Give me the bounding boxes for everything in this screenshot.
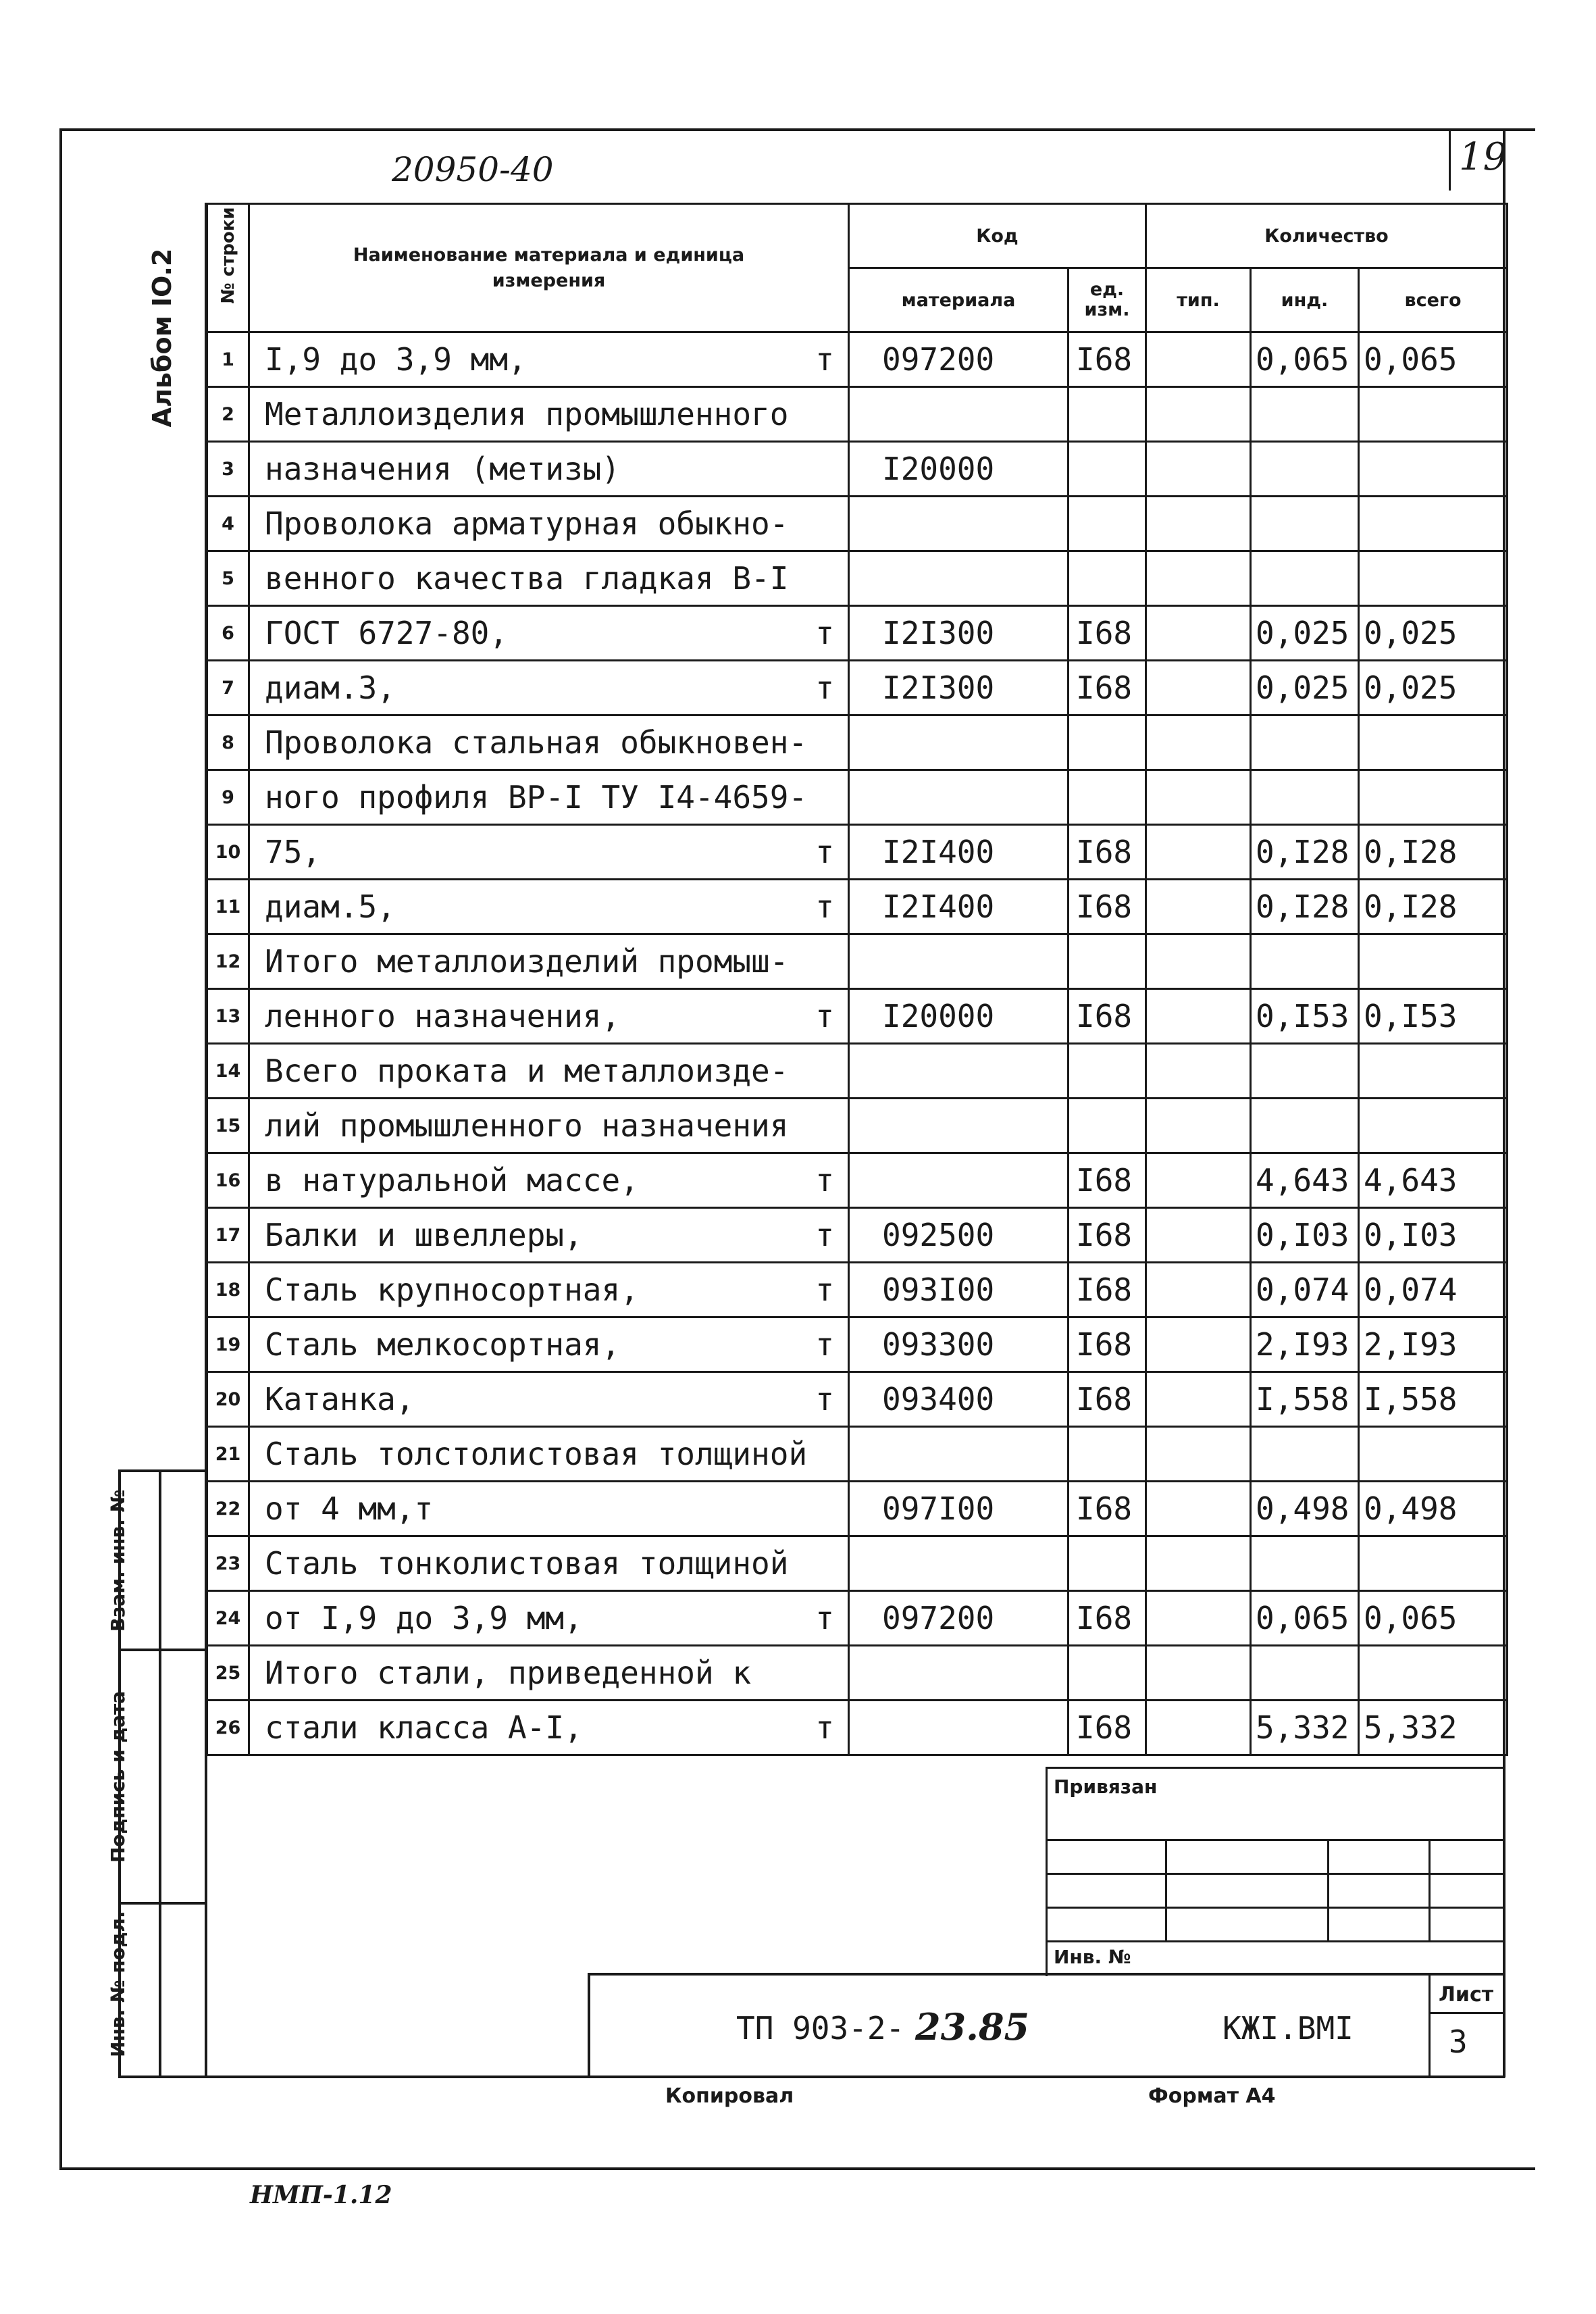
unit-symbol: т bbox=[815, 1217, 834, 1253]
row-number: 3 bbox=[207, 442, 249, 497]
qty-total: 4,643 bbox=[1359, 1153, 1508, 1208]
unit-code: I68 bbox=[1069, 661, 1146, 715]
row-number: 20 bbox=[207, 1372, 249, 1427]
qty-ind bbox=[1251, 1044, 1359, 1099]
unit-code bbox=[1069, 442, 1146, 497]
material-name: Сталь тонколистовая толщиной bbox=[265, 1545, 789, 1582]
unit-code bbox=[1069, 551, 1146, 606]
material-name-cell bbox=[249, 825, 849, 880]
material-name-cell bbox=[249, 442, 849, 497]
row-number: 5 bbox=[207, 551, 249, 606]
qty-typ bbox=[1146, 551, 1251, 606]
table-row bbox=[207, 1099, 1508, 1153]
qty-total: 0,I53 bbox=[1359, 989, 1508, 1044]
qty-ind: 4,643 bbox=[1251, 1153, 1359, 1208]
qty-ind: 0,025 bbox=[1251, 661, 1359, 715]
material-name-cell bbox=[249, 387, 849, 442]
material-name-cell bbox=[249, 1099, 849, 1153]
header-code-unit: ед. изм. bbox=[1069, 268, 1146, 332]
qty-total bbox=[1359, 715, 1508, 770]
table-row bbox=[207, 1701, 1508, 1755]
material-name-cell bbox=[249, 1646, 849, 1701]
qty-typ bbox=[1146, 1263, 1251, 1317]
table-row bbox=[207, 1482, 1508, 1536]
qty-typ bbox=[1146, 825, 1251, 880]
header-qty-typ: тип. bbox=[1146, 268, 1251, 332]
material-code: I2I300 bbox=[849, 606, 1069, 661]
material-code: I2I300 bbox=[849, 661, 1069, 715]
material-name-cell bbox=[249, 1044, 849, 1099]
material-name: Проволока стальная обыкновен- bbox=[265, 724, 808, 761]
row-number: 12 bbox=[207, 934, 249, 989]
qty-ind: 0,025 bbox=[1251, 606, 1359, 661]
stamp-grid-v3 bbox=[1428, 1839, 1431, 1942]
unit-code bbox=[1069, 1427, 1146, 1482]
material-code: 097200 bbox=[849, 332, 1069, 387]
sheet-box-left bbox=[1449, 128, 1451, 191]
qty-total bbox=[1359, 1427, 1508, 1482]
unit-code: I68 bbox=[1069, 332, 1146, 387]
material-code bbox=[849, 934, 1069, 989]
material-name: ГОСТ 6727-80, bbox=[265, 615, 509, 651]
material-name-cell bbox=[249, 497, 849, 551]
doc-code-handwritten: 23.85 bbox=[915, 2005, 1030, 2048]
qty-ind: 0,074 bbox=[1251, 1263, 1359, 1317]
header-qty-total: всего bbox=[1359, 268, 1508, 332]
sheet-label: Лист bbox=[1439, 1983, 1494, 2007]
material-name: диам.3, bbox=[265, 670, 396, 706]
table-row bbox=[207, 1317, 1508, 1372]
titleblock-sheet-left bbox=[1428, 1973, 1431, 2078]
material-code: 093300 bbox=[849, 1317, 1069, 1372]
unit-code bbox=[1069, 1099, 1146, 1153]
material-name: I,9 до 3,9 мм, bbox=[265, 341, 527, 378]
stamp-grid-h1 bbox=[1046, 1839, 1505, 1841]
row-number: 9 bbox=[207, 770, 249, 825]
table-row bbox=[207, 825, 1508, 880]
material-name: лий промышленного назначения bbox=[265, 1107, 789, 1144]
qty-total: 2,I93 bbox=[1359, 1317, 1508, 1372]
titleblock-top bbox=[588, 1973, 1505, 1976]
material-code bbox=[849, 1646, 1069, 1701]
qty-ind: I,558 bbox=[1251, 1372, 1359, 1427]
qty-ind: 5,332 bbox=[1251, 1701, 1359, 1755]
material-code bbox=[849, 1099, 1069, 1153]
qty-typ bbox=[1146, 1482, 1251, 1536]
row-number: 10 bbox=[207, 825, 249, 880]
material-code bbox=[849, 1701, 1069, 1755]
table-row bbox=[207, 1208, 1508, 1263]
stamp-left bbox=[1046, 1767, 1048, 1976]
row-number: 1 bbox=[207, 332, 249, 387]
qty-typ bbox=[1146, 715, 1251, 770]
footer-copied: Копировал bbox=[665, 2084, 794, 2108]
footer-format: Формат А4 bbox=[1148, 2084, 1276, 2108]
qty-ind bbox=[1251, 387, 1359, 442]
material-code bbox=[849, 387, 1069, 442]
qty-ind bbox=[1251, 551, 1359, 606]
footer-stamp-code: НМП-1.12 bbox=[250, 2181, 392, 2209]
qty-typ bbox=[1146, 1044, 1251, 1099]
material-name: от I,9 до 3,9 мм, bbox=[265, 1600, 583, 1636]
material-code bbox=[849, 1153, 1069, 1208]
material-name: Сталь толстолистовая толщиной bbox=[265, 1436, 808, 1472]
qty-total bbox=[1359, 934, 1508, 989]
qty-total bbox=[1359, 497, 1508, 551]
unit-code: I68 bbox=[1069, 1482, 1146, 1536]
qty-typ bbox=[1146, 497, 1251, 551]
row-number: 11 bbox=[207, 880, 249, 934]
table-row bbox=[207, 770, 1508, 825]
table-row bbox=[207, 661, 1508, 715]
unit-symbol: т bbox=[815, 615, 834, 651]
material-code: 097200 bbox=[849, 1591, 1069, 1646]
qty-ind: 0,I28 bbox=[1251, 825, 1359, 880]
qty-ind bbox=[1251, 497, 1359, 551]
material-name: венного качества гладкая В-I bbox=[265, 560, 789, 597]
row-number: 21 bbox=[207, 1427, 249, 1482]
unit-code: I68 bbox=[1069, 1701, 1146, 1755]
material-spec-table bbox=[206, 203, 1508, 1756]
margin-vzam-label: Взам. инв. № bbox=[107, 1489, 129, 1632]
stamp-grid-h4 bbox=[1046, 1940, 1505, 1942]
material-name: Итого металлоизделий промыш- bbox=[265, 943, 789, 980]
qty-ind bbox=[1251, 1099, 1359, 1153]
table-row bbox=[207, 1427, 1508, 1482]
unit-code: I68 bbox=[1069, 825, 1146, 880]
header-row-no: № строки bbox=[207, 204, 249, 332]
doc-mark: КЖI.ВМI bbox=[1222, 2010, 1354, 2046]
titleblock-left bbox=[588, 1973, 590, 2078]
material-name: назначения (метизы) bbox=[265, 451, 621, 487]
unit-code: I68 bbox=[1069, 606, 1146, 661]
table-row bbox=[207, 497, 1508, 551]
material-name: стали класса А-I, bbox=[265, 1709, 583, 1746]
material-code: 093I00 bbox=[849, 1263, 1069, 1317]
unit-code: I68 bbox=[1069, 1263, 1146, 1317]
material-name-cell bbox=[249, 1701, 849, 1755]
unit-symbol: т bbox=[815, 670, 834, 706]
row-number: 25 bbox=[207, 1646, 249, 1701]
table-row bbox=[207, 1536, 1508, 1591]
material-name: Сталь крупносортная, bbox=[265, 1272, 639, 1308]
table-row bbox=[207, 715, 1508, 770]
qty-ind bbox=[1251, 715, 1359, 770]
stamp-grid-h2 bbox=[1046, 1873, 1505, 1875]
qty-typ bbox=[1146, 1701, 1251, 1755]
qty-ind bbox=[1251, 442, 1359, 497]
unit-symbol: т bbox=[815, 1709, 834, 1746]
qty-typ bbox=[1146, 1536, 1251, 1591]
material-code bbox=[849, 715, 1069, 770]
margin-podpis-label: Подпись и дата bbox=[107, 1690, 129, 1863]
album-label: Альбом IO.2 bbox=[147, 248, 177, 428]
table-row bbox=[207, 934, 1508, 989]
row-number: 16 bbox=[207, 1153, 249, 1208]
qty-total bbox=[1359, 387, 1508, 442]
qty-total bbox=[1359, 770, 1508, 825]
qty-ind: 0,I28 bbox=[1251, 880, 1359, 934]
stamp-grid-h3 bbox=[1046, 1907, 1505, 1909]
unit-code bbox=[1069, 497, 1146, 551]
qty-ind: 0,498 bbox=[1251, 1482, 1359, 1536]
header-qty-group: Количество bbox=[1146, 204, 1508, 268]
qty-typ bbox=[1146, 1099, 1251, 1153]
material-name-cell bbox=[249, 1263, 849, 1317]
qty-typ bbox=[1146, 1372, 1251, 1427]
qty-ind: 0,065 bbox=[1251, 332, 1359, 387]
row-number: 2 bbox=[207, 387, 249, 442]
qty-ind bbox=[1251, 770, 1359, 825]
qty-total: 0,025 bbox=[1359, 606, 1508, 661]
table-row bbox=[207, 989, 1508, 1044]
qty-ind: 0,I53 bbox=[1251, 989, 1359, 1044]
doc-reference: 20950-40 bbox=[392, 150, 554, 189]
qty-total bbox=[1359, 1099, 1508, 1153]
unit-code: I68 bbox=[1069, 1317, 1146, 1372]
material-code bbox=[849, 1536, 1069, 1591]
qty-total bbox=[1359, 1044, 1508, 1099]
qty-total: 0,025 bbox=[1359, 661, 1508, 715]
unit-code bbox=[1069, 1646, 1146, 1701]
table-row bbox=[207, 442, 1508, 497]
stamp-grid-v1 bbox=[1165, 1839, 1167, 1942]
material-name: Балки и швеллеры, bbox=[265, 1217, 583, 1253]
row-number: 14 bbox=[207, 1044, 249, 1099]
material-name: ного профиля ВР-I ТУ I4-4659- bbox=[265, 779, 808, 815]
qty-typ bbox=[1146, 880, 1251, 934]
inv-no-label: Инв. № bbox=[1054, 1946, 1131, 1968]
material-name: от 4 мм,т bbox=[265, 1490, 434, 1527]
material-name-cell bbox=[249, 1317, 849, 1372]
material-code bbox=[849, 770, 1069, 825]
table-row bbox=[207, 1372, 1508, 1427]
qty-typ bbox=[1146, 1153, 1251, 1208]
row-number: 18 bbox=[207, 1263, 249, 1317]
qty-typ bbox=[1146, 1317, 1251, 1372]
material-name: Итого стали, приведенной к bbox=[265, 1655, 752, 1691]
row-number: 17 bbox=[207, 1208, 249, 1263]
material-name: диам.5, bbox=[265, 888, 396, 925]
unit-code: I68 bbox=[1069, 1153, 1146, 1208]
titleblock-bottom bbox=[118, 2076, 1505, 2078]
qty-typ bbox=[1146, 1208, 1251, 1263]
unit-code: I68 bbox=[1069, 1372, 1146, 1427]
material-name: 75, bbox=[265, 834, 321, 870]
unit-code: I68 bbox=[1069, 1208, 1146, 1263]
margin-sep-2 bbox=[118, 1902, 206, 1905]
material-name: ленного назначения, bbox=[265, 998, 621, 1034]
material-code bbox=[849, 497, 1069, 551]
qty-total: 5,332 bbox=[1359, 1701, 1508, 1755]
qty-total bbox=[1359, 1536, 1508, 1591]
row-number: 15 bbox=[207, 1099, 249, 1153]
qty-total: 0,I28 bbox=[1359, 880, 1508, 934]
row-number: 19 bbox=[207, 1317, 249, 1372]
material-code bbox=[849, 551, 1069, 606]
unit-code bbox=[1069, 1044, 1146, 1099]
unit-code bbox=[1069, 770, 1146, 825]
material-name-cell bbox=[249, 1208, 849, 1263]
row-number: 8 bbox=[207, 715, 249, 770]
qty-ind: 0,065 bbox=[1251, 1591, 1359, 1646]
row-number: 7 bbox=[207, 661, 249, 715]
unit-symbol: т bbox=[815, 1381, 834, 1417]
table-row bbox=[207, 1646, 1508, 1701]
table-row bbox=[207, 1153, 1508, 1208]
material-name-cell bbox=[249, 1591, 849, 1646]
table-row bbox=[207, 1263, 1508, 1317]
qty-ind bbox=[1251, 1427, 1359, 1482]
header-name: Наименование материала и единица измерения bbox=[249, 204, 849, 332]
material-code bbox=[849, 1044, 1069, 1099]
material-code: 093400 bbox=[849, 1372, 1069, 1427]
qty-ind: 2,I93 bbox=[1251, 1317, 1359, 1372]
header-qty-ind: инд. bbox=[1251, 268, 1359, 332]
unit-symbol: т bbox=[815, 1162, 834, 1199]
qty-ind bbox=[1251, 1646, 1359, 1701]
material-name-cell bbox=[249, 1536, 849, 1591]
material-code: I20000 bbox=[849, 442, 1069, 497]
unit-symbol: т bbox=[815, 341, 834, 378]
qty-ind: 0,I03 bbox=[1251, 1208, 1359, 1263]
unit-code: I68 bbox=[1069, 880, 1146, 934]
material-name-cell bbox=[249, 1482, 849, 1536]
qty-typ bbox=[1146, 989, 1251, 1044]
qty-typ bbox=[1146, 606, 1251, 661]
row-number: 26 bbox=[207, 1701, 249, 1755]
table-row bbox=[207, 606, 1508, 661]
margin-inv-podl-label: Инв. № подл. bbox=[107, 1911, 129, 2057]
material-name: Проволока арматурная обыкно- bbox=[265, 505, 789, 542]
material-name: Всего проката и металлоизде- bbox=[265, 1053, 789, 1089]
row-number: 13 bbox=[207, 989, 249, 1044]
qty-typ bbox=[1146, 770, 1251, 825]
margin-box-top bbox=[118, 1469, 206, 1472]
stamp-top bbox=[1046, 1767, 1505, 1769]
qty-total bbox=[1359, 1646, 1508, 1701]
qty-typ bbox=[1146, 442, 1251, 497]
qty-ind bbox=[1251, 934, 1359, 989]
row-number: 4 bbox=[207, 497, 249, 551]
qty-ind bbox=[1251, 1536, 1359, 1591]
material-name-cell bbox=[249, 1372, 849, 1427]
qty-total: 0,I28 bbox=[1359, 825, 1508, 880]
unit-symbol: т bbox=[815, 1326, 834, 1363]
material-code: I2I400 bbox=[849, 880, 1069, 934]
row-number: 24 bbox=[207, 1591, 249, 1646]
material-name: в натуральной массе, bbox=[265, 1162, 639, 1199]
material-name-cell bbox=[249, 551, 849, 606]
doc-code-prefix: ТП 903-2- bbox=[736, 2010, 905, 2046]
unit-code: I68 bbox=[1069, 1591, 1146, 1646]
titleblock-sheet-sep bbox=[1428, 2012, 1505, 2014]
privyazan-label: Привязан bbox=[1054, 1776, 1158, 1798]
unit-code bbox=[1069, 387, 1146, 442]
table-row bbox=[207, 332, 1508, 387]
unit-symbol: т bbox=[815, 998, 834, 1034]
row-number: 6 bbox=[207, 606, 249, 661]
row-number: 22 bbox=[207, 1482, 249, 1536]
frame-bottom bbox=[59, 2167, 1535, 2170]
qty-total: 0,074 bbox=[1359, 1263, 1508, 1317]
material-code: I20000 bbox=[849, 989, 1069, 1044]
unit-code: I68 bbox=[1069, 989, 1146, 1044]
unit-symbol: т bbox=[815, 1600, 834, 1636]
material-name-cell bbox=[249, 1153, 849, 1208]
frame-top bbox=[59, 128, 1535, 131]
qty-total: 0,498 bbox=[1359, 1482, 1508, 1536]
material-name-cell bbox=[249, 661, 849, 715]
table-row bbox=[207, 1044, 1508, 1099]
header-code-group: Код bbox=[849, 204, 1146, 268]
material-code: I2I400 bbox=[849, 825, 1069, 880]
material-spec-body bbox=[207, 332, 1508, 1755]
qty-total bbox=[1359, 551, 1508, 606]
qty-typ bbox=[1146, 1427, 1251, 1482]
qty-total: 0,065 bbox=[1359, 1591, 1508, 1646]
material-code: 092500 bbox=[849, 1208, 1069, 1263]
stamp-grid-v2 bbox=[1327, 1839, 1329, 1942]
unit-symbol: т bbox=[815, 1272, 834, 1308]
table-row bbox=[207, 551, 1508, 606]
material-code: 097I00 bbox=[849, 1482, 1069, 1536]
sheet-number: 19 bbox=[1459, 135, 1508, 179]
material-name-cell bbox=[249, 770, 849, 825]
material-name-cell bbox=[249, 606, 849, 661]
qty-total: 0,I03 bbox=[1359, 1208, 1508, 1263]
table-row bbox=[207, 387, 1508, 442]
row-number: 23 bbox=[207, 1536, 249, 1591]
margin-sep-1 bbox=[118, 1649, 206, 1651]
material-name-cell bbox=[249, 989, 849, 1044]
material-name: Катанка, bbox=[265, 1381, 415, 1417]
material-name-cell bbox=[249, 934, 849, 989]
material-name-cell bbox=[249, 715, 849, 770]
unit-symbol: т bbox=[815, 834, 834, 870]
header-code-material: материала bbox=[849, 268, 1069, 332]
qty-typ bbox=[1146, 1591, 1251, 1646]
qty-typ bbox=[1146, 332, 1251, 387]
material-code bbox=[849, 1427, 1069, 1482]
unit-code bbox=[1069, 934, 1146, 989]
qty-typ bbox=[1146, 387, 1251, 442]
qty-typ bbox=[1146, 934, 1251, 989]
table-row bbox=[207, 880, 1508, 934]
material-name-cell bbox=[249, 332, 849, 387]
unit-symbol: т bbox=[815, 888, 834, 925]
table-row bbox=[207, 1591, 1508, 1646]
material-name-cell bbox=[249, 880, 849, 934]
material-name: Металлоизделия промышленного bbox=[265, 396, 789, 432]
material-name-cell bbox=[249, 1427, 849, 1482]
qty-total: I,558 bbox=[1359, 1372, 1508, 1427]
unit-code bbox=[1069, 715, 1146, 770]
qty-typ bbox=[1146, 1646, 1251, 1701]
unit-code bbox=[1069, 1536, 1146, 1591]
frame-left bbox=[59, 128, 62, 2169]
qty-typ bbox=[1146, 661, 1251, 715]
material-name: Сталь мелкосортная, bbox=[265, 1326, 621, 1363]
sheet-value: 3 bbox=[1449, 2023, 1468, 2060]
qty-total bbox=[1359, 442, 1508, 497]
margin-box-right bbox=[159, 1469, 161, 2078]
qty-total: 0,065 bbox=[1359, 332, 1508, 387]
